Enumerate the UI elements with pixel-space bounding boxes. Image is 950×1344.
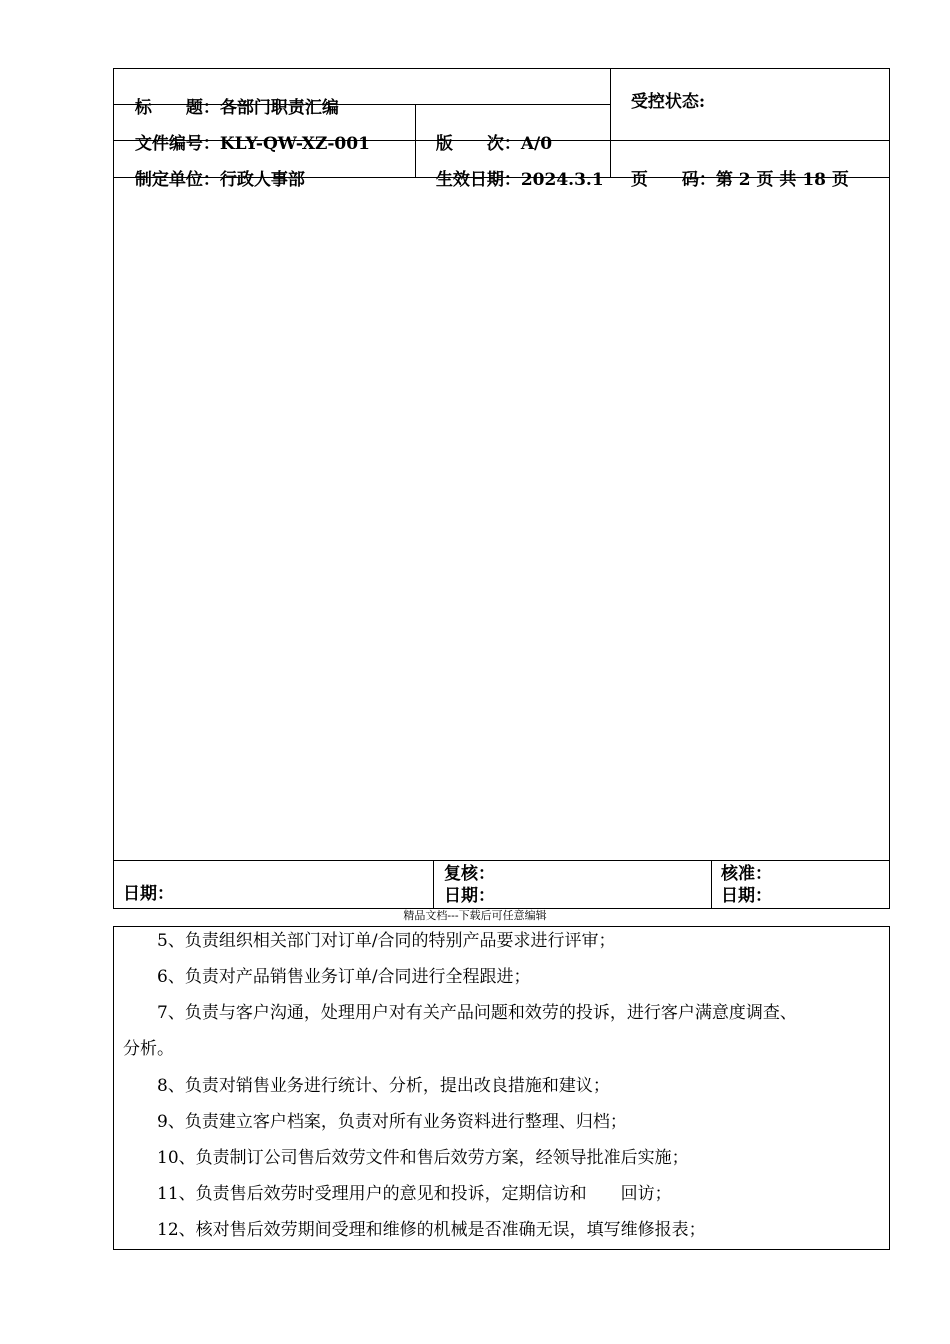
review-label: 复核： [444, 864, 495, 884]
signoff-col-divider-a [433, 860, 434, 909]
doc-no-label: 文件编号： [134, 134, 220, 154]
page-number-field [619, 150, 849, 190]
signoff-date-3: 日期： [721, 886, 772, 906]
content-line-9: 9、负责建立客户档案，负责对所有业务资料进行整理、归档； [123, 1112, 627, 1132]
approve-label: 核准： [721, 864, 772, 884]
header-form-frame [113, 68, 890, 909]
unit-value: 行政人事部 [219, 170, 305, 190]
version-field [424, 114, 552, 154]
header-col-divider-a [610, 68, 611, 177]
signoff-top-divider [113, 860, 890, 861]
signoff-date-1: 日期： [123, 884, 174, 904]
effective-date-field [424, 150, 604, 190]
version-value: A/0 [520, 134, 553, 154]
watermark-note: 精品文档---下载后可任意编辑 [403, 909, 547, 922]
content-line-7a: 7、负责与客户沟通，处理用户对有关产品问题和效劳的投诉，进行客户满意度调查、 [123, 1003, 797, 1023]
unit-field [123, 150, 305, 190]
version-label: 版 次： [435, 134, 521, 154]
effective-date-label: 生效日期： [435, 170, 521, 190]
signoff-col-divider-b [711, 860, 712, 909]
content-line-12: 12、核对售后效劳期间受理和维修的机械是否准确无误，填写维修报表； [123, 1220, 706, 1240]
unit-label: 制定单位： [134, 170, 220, 190]
effective-date-value: 2024.3.1 [520, 170, 604, 190]
title-field [123, 78, 339, 118]
page-number-value: 第 2 页 共 18 页 [715, 170, 849, 190]
signoff-date-2: 日期： [444, 886, 495, 906]
doc-no-field [123, 114, 370, 154]
content-line-10: 10、负责制订公司售后效劳文件和售后效劳方案，经领导批准后实施； [123, 1148, 689, 1168]
doc-no-value: KLY-QW-XZ-001 [219, 134, 370, 154]
header-col-divider-b [415, 104, 416, 177]
title-label: 标 题： [134, 98, 220, 118]
content-line-11: 11、负责售后效劳时受理用户的意见和投诉，定期信访和 回访； [123, 1184, 672, 1204]
control-status-field [619, 72, 705, 112]
content-line-8: 8、负责对销售业务进行统计、分析，提出改良措施和建议； [123, 1076, 610, 1096]
content-line-6: 6、负责对产品销售业务订单/合同进行全程跟进； [123, 967, 531, 987]
title-value: 各部门职责汇编 [219, 98, 339, 118]
content-line-7b: 分析。 [123, 1039, 174, 1059]
page-number-label: 页 码： [630, 170, 716, 190]
control-status-label: 受控状态: [630, 92, 706, 112]
content-line-5: 5、负责组织相关部门对订单/合同的特别产品要求进行评审； [123, 931, 616, 951]
